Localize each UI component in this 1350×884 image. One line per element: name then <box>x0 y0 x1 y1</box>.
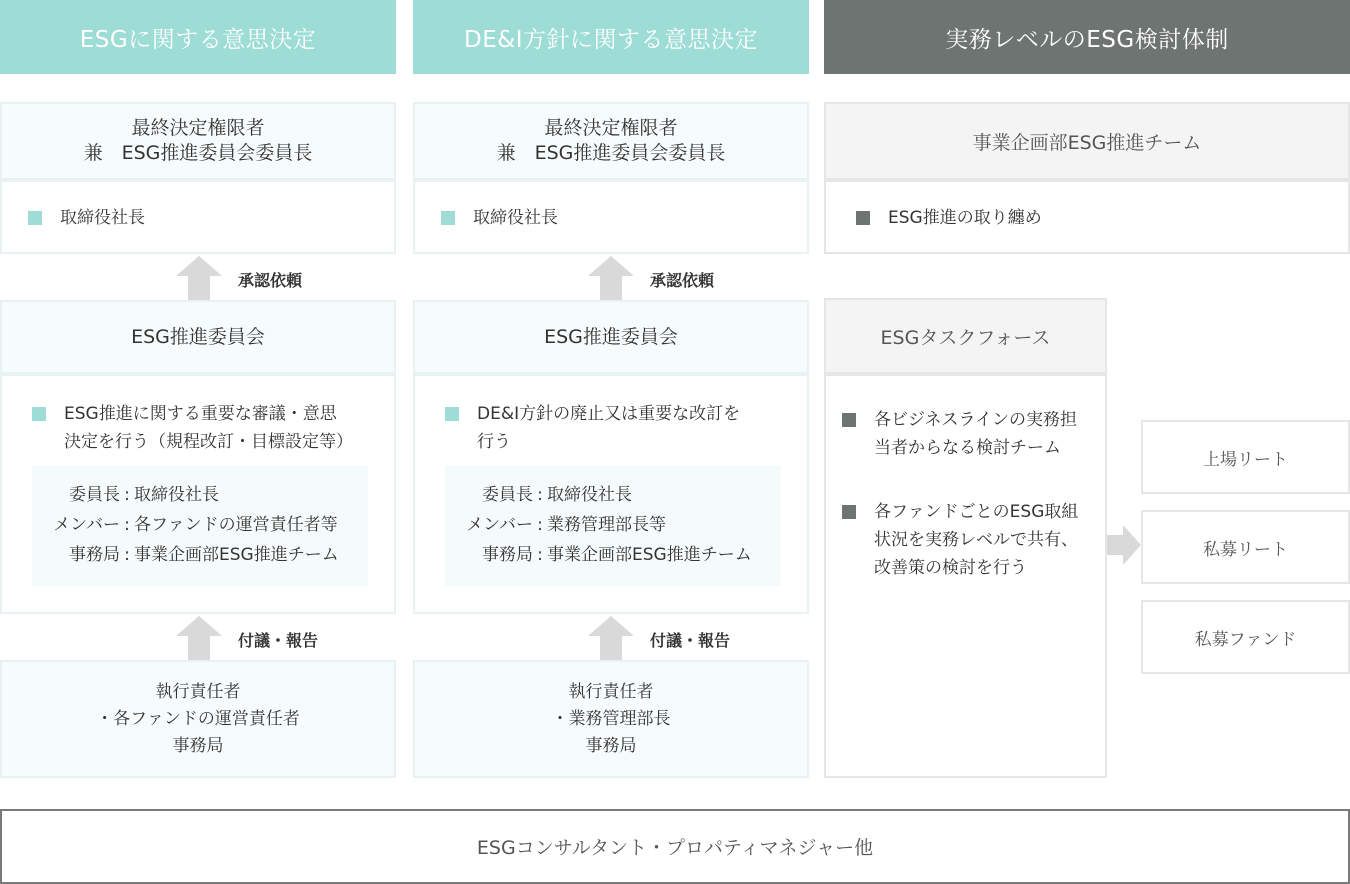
fund-private-fund: 私募ファンド <box>1141 600 1350 674</box>
committee-body <box>0 374 396 614</box>
committee-desc-line1: ESG推進に関する重要な審議・意思 <box>64 404 337 424</box>
member-row: メンバー : 業務管理部長等 <box>466 515 666 535</box>
task-item1-line1: 各ビジネスラインの実務担 <box>874 410 1077 430</box>
esg-team-item: ESG推進の取り纏め <box>888 208 1042 228</box>
final-authority-line1: 最終決定権限者 <box>131 117 265 139</box>
executive-line3: 事務局 <box>585 735 637 756</box>
executive-line1: 執行責任者 <box>155 681 241 702</box>
arrow-up-icon <box>176 256 222 300</box>
final-authority-body <box>0 180 396 254</box>
executive-line2: ・各ファンドの運営責任者 <box>96 708 300 729</box>
final-authority-title <box>413 102 809 180</box>
committee-desc-line2: 決定を行う（規程改訂・目標設定等） <box>64 432 353 452</box>
esg-team-title: 事業企画部ESG推進チーム <box>824 102 1350 180</box>
task-item2-line1: 各ファンドごとのESG取組 <box>874 502 1079 522</box>
final-authority-item: 取締役社長 <box>473 208 558 228</box>
approval-request-label: 承認依頼 <box>650 271 715 290</box>
committee-desc-line1: DE&I方針の廃止又は重要な改訂を <box>477 404 741 424</box>
committee-title-text: ESG推進委員会 <box>131 325 265 348</box>
committee-members <box>32 466 368 586</box>
approval-request-label: 承認依頼 <box>238 271 303 290</box>
bullet-square-icon <box>28 211 42 225</box>
final-authority-line1: 最終決定権限者 <box>544 117 678 139</box>
member-row: 事務局 : 事業企画部ESG推進チーム <box>482 545 752 565</box>
arrow-right-icon <box>1107 525 1141 565</box>
fund-private-reit: 私募リート <box>1141 510 1350 584</box>
executive-box <box>0 660 396 778</box>
arrow-up-icon <box>176 616 222 660</box>
member-row: 事務局 : 事業企画部ESG推進チーム <box>69 545 339 565</box>
task-item1-line2: 当者からなる検討チーム <box>874 438 1061 458</box>
member-row: 委員長 : 取締役社長 <box>69 485 219 505</box>
committee-title-text: ESG推進委員会 <box>544 325 678 348</box>
column-header-practical: 実務レベルのESG検討体制 <box>824 0 1350 74</box>
arrow-up-icon <box>588 616 634 660</box>
bullet-square-icon <box>441 211 455 225</box>
arrow-up-icon <box>588 256 634 300</box>
committee-title <box>0 300 396 374</box>
bullet-square-icon <box>445 407 459 421</box>
task-force-title: ESGタスクフォース <box>824 298 1107 374</box>
task-force-body <box>824 374 1107 778</box>
fund-listed-reit: 上場リート <box>1141 420 1350 494</box>
bullet-square-icon <box>856 211 870 225</box>
final-authority-item: 取締役社長 <box>60 208 145 228</box>
executive-line1: 執行責任者 <box>568 681 654 702</box>
final-authority-body <box>413 180 809 254</box>
column-header-dei-decision: DE&I方針に関する意思決定 <box>413 0 809 74</box>
task-item2-line3: 改善策の検討を行う <box>874 558 1027 578</box>
executive-line3: 事務局 <box>172 735 224 756</box>
executive-box <box>413 660 809 778</box>
committee-members <box>445 466 781 586</box>
committee-title <box>413 300 809 374</box>
committee-body <box>413 374 809 614</box>
bullet-square-icon <box>842 505 856 519</box>
bullet-square-icon <box>842 413 856 427</box>
esg-team-body <box>824 180 1350 254</box>
member-row: メンバー : 各ファンドの運営責任者等 <box>53 515 338 535</box>
submission-report-label: 付議・報告 <box>650 631 731 650</box>
consultants-bar: ESGコンサルタント・プロパティマネジャー他 <box>0 809 1350 884</box>
final-authority-line2: 兼 ESG推進委員会委員長 <box>83 142 313 164</box>
final-authority-line2: 兼 ESG推進委員会委員長 <box>496 142 726 164</box>
executive-line2: ・業務管理部長 <box>551 708 671 729</box>
final-authority-title <box>0 102 396 180</box>
committee-desc-line2: 行う <box>477 432 511 452</box>
task-item2-line2: 状況を実務レベルで共有、 <box>874 530 1078 550</box>
column-header-esg-decision: ESGに関する意思決定 <box>0 0 396 74</box>
submission-report-label: 付議・報告 <box>238 631 319 650</box>
bullet-square-icon <box>32 407 46 421</box>
member-row: 委員長 : 取締役社長 <box>482 485 632 505</box>
